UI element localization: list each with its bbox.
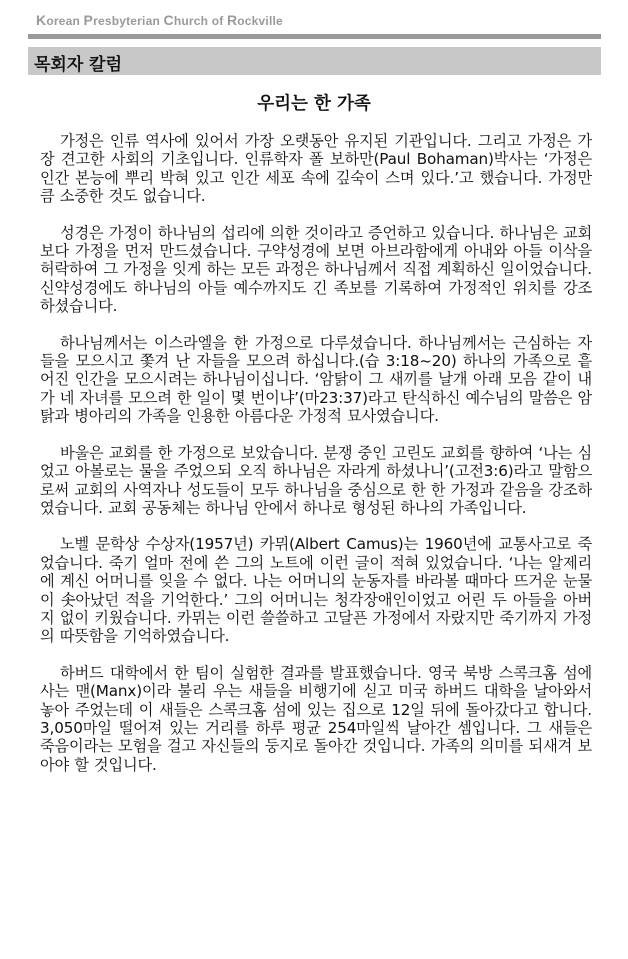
church-name-header bbox=[36, 12, 283, 28]
paragraph: 하나님께서는 이스라엘을 한 가정으로 다루셨습니다. 하나님께서는 근심하는 자들을 모으시고 쫓겨 난 자들을 모으려 하십니다.(습 3:18~20) 하나의 가족으로 흩어진 인간을 모으시려는 하나님이십니다. ‘암탉이 그 새끼를 날개 아래 모음 같이 내가 네 자녀를 모으려 한 일이 몇 번이냐’(마23:37)라고 탄식하신 예수님의 말씀은 암탉과 병아리의 가족을 인용한 아름다운 가정적 묘사였습니다. bbox=[40, 333, 592, 426]
paragraph: 성경은 가정이 하나님의 섭리에 의한 것이라고 증언하고 있습니다. 하나님은 교회보다 가정을 먼저 만드셨습니다. 구약성경에 보면 아브라함에게 아내와 아들 이삭을 허락하여 그 가정을 잇게 하는 모든 과정은 하나님께서 직접 계획하신 일이었습니다. 신약성경에도 하나님의 아들 예수까지도 긴 족보를 기록하여 가정적인 위치를 강조하셨습니다. bbox=[40, 223, 592, 316]
section-title: 목회자 칼럼 bbox=[34, 55, 123, 75]
paragraph: 가정은 인류 역사에 있어서 가장 오랫동안 유지된 기관입니다. 그리고 가정은 가장 견고한 사회의 기초입니다. 인류학자 폴 보하만(Paul Bohaman)박사는 ‘가정은 인간 본능에 뿌리 박혀 있고 인간 세포 속에 깊숙이 스며 있다.’고 했습니다. 가정만큼 소중한 것도 없습니다. bbox=[40, 132, 592, 206]
header-word: resbyterian bbox=[93, 14, 164, 28]
header-word: hurch of bbox=[173, 14, 227, 28]
header-word: orean bbox=[46, 14, 84, 28]
section-bar bbox=[28, 47, 601, 75]
paragraph: 하버드 대학에서 한 팀이 실험한 결과를 발표했습니다. 영국 북방 스콕크홈 섬에 사는 맨(Manx)이라 불리 우는 새들을 비행기에 싣고 미국 하버드 대학을 날아와서 놓아 주었는데 이 새들은 스콕크홈 섬에 있는 집으로 12일 뒤에 돌아갔다고 합니다. 3,050마일 떨어져 있는 거리를 하루 평균 254마일씩 날아간 셈입니다. 그 새들은 죽음이라는 모험을 걸고 자신들의 둥지로 돌아간 것입니다. 가족의 의미를 되새겨 보아야 할 것입니다. bbox=[40, 663, 592, 774]
header-initial: C bbox=[163, 12, 174, 28]
article-title: 우리는 한 가족 bbox=[257, 94, 371, 114]
paragraph: 바울은 교회를 한 가정으로 보았습니다. 분쟁 중인 고린도 교회를 향하여 ‘나는 심었고 아볼로는 물을 주었으되 오직 하나님은 자라게 하셨나니’(고전3:6)라고 말함으로써 교회의 사역자나 성도들이 모두 하나님을 중심으로 한 한 가정과 같음을 강조하였습니다. 교회 공동체는 하나님 안에서 하나로 형성된 하나의 가족입니다. bbox=[40, 443, 592, 517]
header-word: ockville bbox=[237, 14, 283, 28]
paragraph: 노벨 문학상 수상자(1957년) 카뮈(Albert Camus)는 1960년에 교통사고로 죽었습니다. 죽기 얼마 전에 쓴 그의 노트에 이런 글이 적혀 있었습니다. ‘나는 알제리에 계신 어머니를 잊을 수 없다. 나는 어머니의 눈동자를 바라볼 때마다 뜨거운 눈물이 솟아났던 적을 기억한다.’ 그의 어머니는 청각장애인이었고 어린 두 아들을 아버지 없이 키웠습니다. 카뮈는 이런 쓸쓸하고 고달픈 가정에서 자랐지만 죽기까지 가정의 따뜻함을 기억하였습니다. bbox=[40, 535, 592, 646]
header-initial: K bbox=[36, 12, 47, 28]
header-initial: P bbox=[83, 12, 94, 28]
header-divider bbox=[28, 34, 601, 39]
article-body bbox=[40, 132, 592, 792]
header-initial: R bbox=[226, 12, 238, 28]
